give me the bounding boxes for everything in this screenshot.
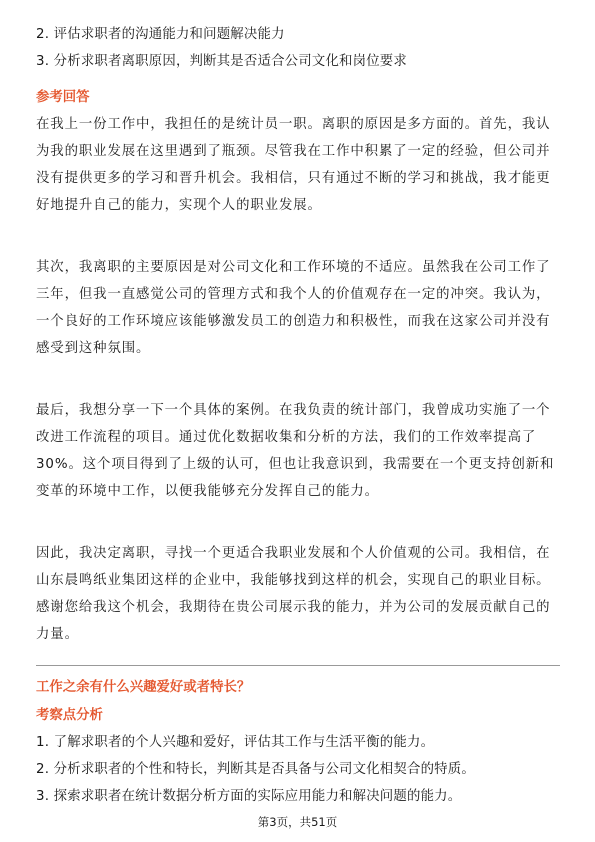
analysis-item-3: 3. 探索求职者在统计数据分析方面的实际应用能力和解决问题的能力。 — [36, 789, 462, 804]
question-title: 工作之余有什么兴趣爱好或者特长？ — [36, 680, 251, 695]
answer-heading: 参考回答 — [36, 90, 90, 105]
paragraph-line: 为我的职业发展在这里遇到了瓶颈。尽管我在工作中积累了一定的经验，但公司并 — [36, 144, 551, 159]
paragraph-line: 改进工作流程的项目。通过优化数据收集和分析的方法，我们的工作效率提高了 — [36, 430, 537, 445]
paragraph-line: 力量。 — [36, 627, 79, 642]
section-divider — [36, 665, 560, 666]
paragraph-line: 感谢您给我这个机会，我期待在贵公司展示我的能力，并为公司的发展贡献自己的 — [36, 600, 551, 615]
analysis-item-1: 1. 了解求职者的个人兴趣和爱好，评估其工作与生活平衡的能力。 — [36, 735, 435, 750]
paragraph-line: 30%。这个项目得到了上级的认可，但也让我意识到，我需要在一个更支持创新和 — [36, 457, 555, 472]
paragraph-line: 最后，我想分享一下一个具体的案例。在我负责的统计部门，我曾成功实施了一个 — [36, 403, 551, 418]
paragraph-line: 山东晨鸣纸业集团这样的企业中，我能够找到这样的机会，实现自己的职业目标。 — [36, 573, 551, 588]
top-list-item-2: 2. 评估求职者的沟通能力和问题解决能力 — [36, 27, 285, 42]
paragraph-line: 没有提供更多的学习和晋升机会。我相信，只有通过不断的学习和挑战，我才能更 — [36, 171, 551, 186]
top-list-item-3: 3. 分析求职者离职原因，判断其是否适合公司文化和岗位要求 — [36, 54, 407, 69]
paragraph-line: 感受到这种氛围。 — [36, 341, 151, 356]
paragraph-line: 一个良好的工作环境应该能够激发员工的创造力和积极性，而我在这家公司并没有 — [36, 314, 551, 329]
paragraph-line: 其次，我离职的主要原因是对公司文化和工作环境的不适应。虽然我在公司工作了 — [36, 260, 551, 275]
page-footer: 第3页，共51页 — [257, 815, 338, 829]
paragraph-line: 在我上一份工作中，我担任的是统计员一职。离职的原因是多方面的。首先，我认 — [36, 117, 551, 132]
paragraph-line: 好地提升自己的能力，实现个人的职业发展。 — [36, 198, 322, 213]
paragraph-line: 三年，但我一直感觉公司的管理方式和我个人的价值观存在一定的冲突。我认为， — [36, 287, 551, 302]
analysis-item-2: 2. 分析求职者的个性和特长，判断其是否具备与公司文化相契合的特质。 — [36, 762, 475, 777]
paragraph-line: 变革的环境中工作，以便我能够充分发挥自己的能力。 — [36, 484, 379, 499]
analysis-heading: 考察点分析 — [36, 708, 103, 723]
paragraph-line: 因此，我决定离职，寻找一个更适合我职业发展和个人价值观的公司。我相信，在 — [36, 546, 551, 561]
